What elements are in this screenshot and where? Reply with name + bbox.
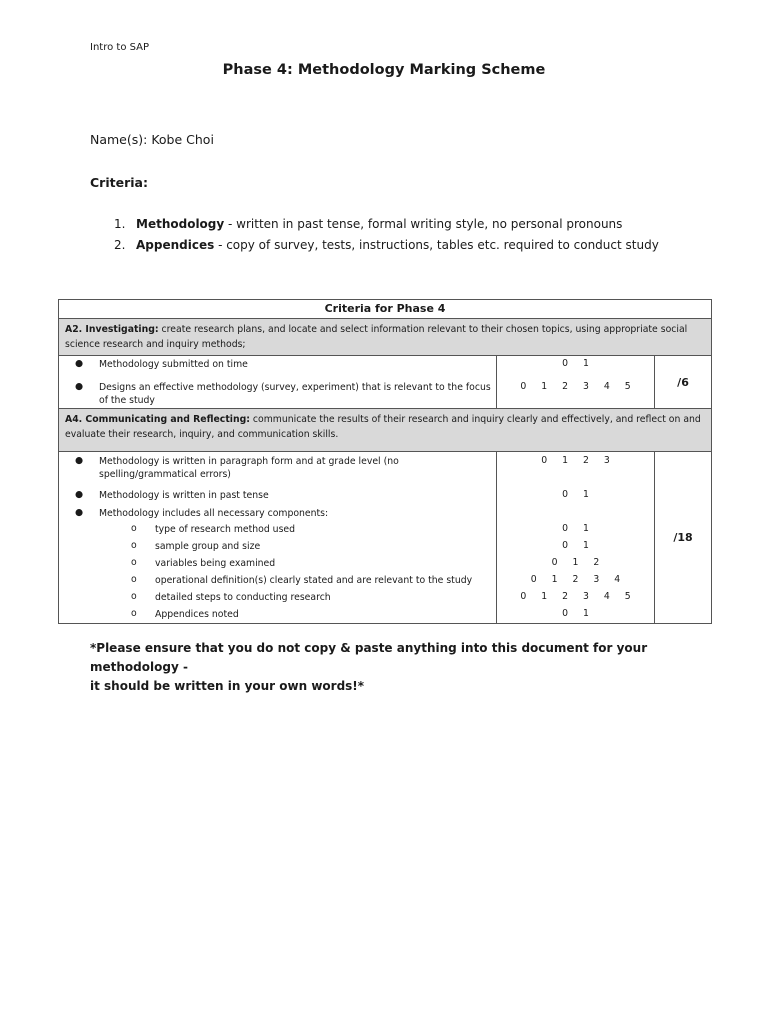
a2-label: A2. Investigating: xyxy=(65,324,159,335)
bullet: ● xyxy=(75,381,84,392)
sub-bullet: o xyxy=(131,557,137,568)
a4-description xyxy=(59,409,712,452)
a2-desc: create research plans, and locate and select information relevant to their chosen topics, using appropriate social science research and inquiry methods; xyxy=(65,324,688,350)
score-scale: 0 1 2 xyxy=(551,557,600,568)
criteria-term: Appendices xyxy=(136,238,215,252)
score-scale: 0 1 xyxy=(562,523,589,534)
sub-criterion-text: operational definition(s) clearly stated and are relevant to the study xyxy=(155,575,473,586)
sub-criterion-text: variables being examined xyxy=(155,558,276,569)
bullet: ● xyxy=(75,455,84,466)
criterion-text: Designs an effective methodology (survey, experiment) that is relevant to the focus of the study xyxy=(99,382,491,406)
a2-scale-cell xyxy=(497,356,655,409)
a4-total: /18 xyxy=(655,452,712,624)
score-scale: 0 1 xyxy=(562,489,589,500)
score-scale: 0 1 2 3 xyxy=(541,455,610,466)
bullet: ● xyxy=(75,507,84,518)
score-scale: 0 1 2 3 4 xyxy=(530,574,621,585)
a2-total: /6 xyxy=(655,356,712,409)
a4-label: A4. Communicating and Reflecting: xyxy=(65,414,250,425)
criteria-heading: Criteria: xyxy=(90,175,148,190)
criterion-text: Methodology includes all necessary components: xyxy=(99,508,329,519)
criteria-number: 1. xyxy=(114,217,126,231)
course-name: Intro to SAP xyxy=(90,42,150,53)
sub-bullet: o xyxy=(131,523,137,534)
a2-criteria-cell xyxy=(59,356,497,409)
sub-criterion-text: sample group and size xyxy=(155,541,261,552)
sub-bullet: o xyxy=(131,574,137,585)
student-name-line xyxy=(90,132,214,147)
criteria-term: Methodology xyxy=(136,217,225,231)
score-scale: 0 1 xyxy=(562,358,589,369)
criterion-text: Methodology submitted on time xyxy=(99,359,248,370)
bullet: ● xyxy=(75,358,84,369)
sub-bullet: o xyxy=(131,591,137,602)
criterion-text: Methodology is written in paragraph form and at grade level (no spelling/grammatical errors) xyxy=(99,456,399,480)
note-line: it should be written in your own words!* xyxy=(90,679,365,693)
a4-scale-cell xyxy=(497,452,655,624)
score-scale: 0 1 xyxy=(562,608,589,619)
criterion-text: Methodology is written in past tense xyxy=(99,490,269,501)
score-scale: 0 1 xyxy=(562,540,589,551)
bullet: ● xyxy=(75,489,84,500)
name-label: Name(s): xyxy=(90,132,152,147)
name-value: Kobe Choi xyxy=(151,132,214,147)
score-scale: 0 1 2 3 4 5 xyxy=(520,591,631,602)
criteria-item xyxy=(114,238,659,252)
sub-criterion-text: detailed steps to conducting research xyxy=(155,592,331,603)
sub-criterion-text: type of research method used xyxy=(155,524,296,535)
note-line: *Please ensure that you do not copy & paste anything into this document for your methodology - xyxy=(90,641,648,674)
page-title: Phase 4: Methodology Marking Scheme xyxy=(222,62,546,78)
sub-bullet: o xyxy=(131,608,137,619)
criteria-desc: - written in past tense, formal writing style, no personal pronouns xyxy=(224,217,623,231)
table-header: Criteria for Phase 4 xyxy=(59,300,712,319)
warning-note xyxy=(90,639,690,696)
criteria-item xyxy=(114,217,622,231)
marking-table xyxy=(58,299,712,624)
a4-criteria-cell xyxy=(59,452,497,624)
a2-description xyxy=(59,319,712,356)
criteria-desc: - copy of survey, tests, instructions, tables etc. required to conduct study xyxy=(214,238,659,252)
a4-desc: communicate the results of their research and inquiry clearly and effectively, and reflect on and evaluate their research, inquiry, and communication skills. xyxy=(65,414,701,440)
sub-bullet: o xyxy=(131,540,137,551)
score-scale: 0 1 2 3 4 5 xyxy=(520,381,631,392)
sub-criterion-text: Appendices noted xyxy=(155,609,239,620)
criteria-number: 2. xyxy=(114,238,126,252)
